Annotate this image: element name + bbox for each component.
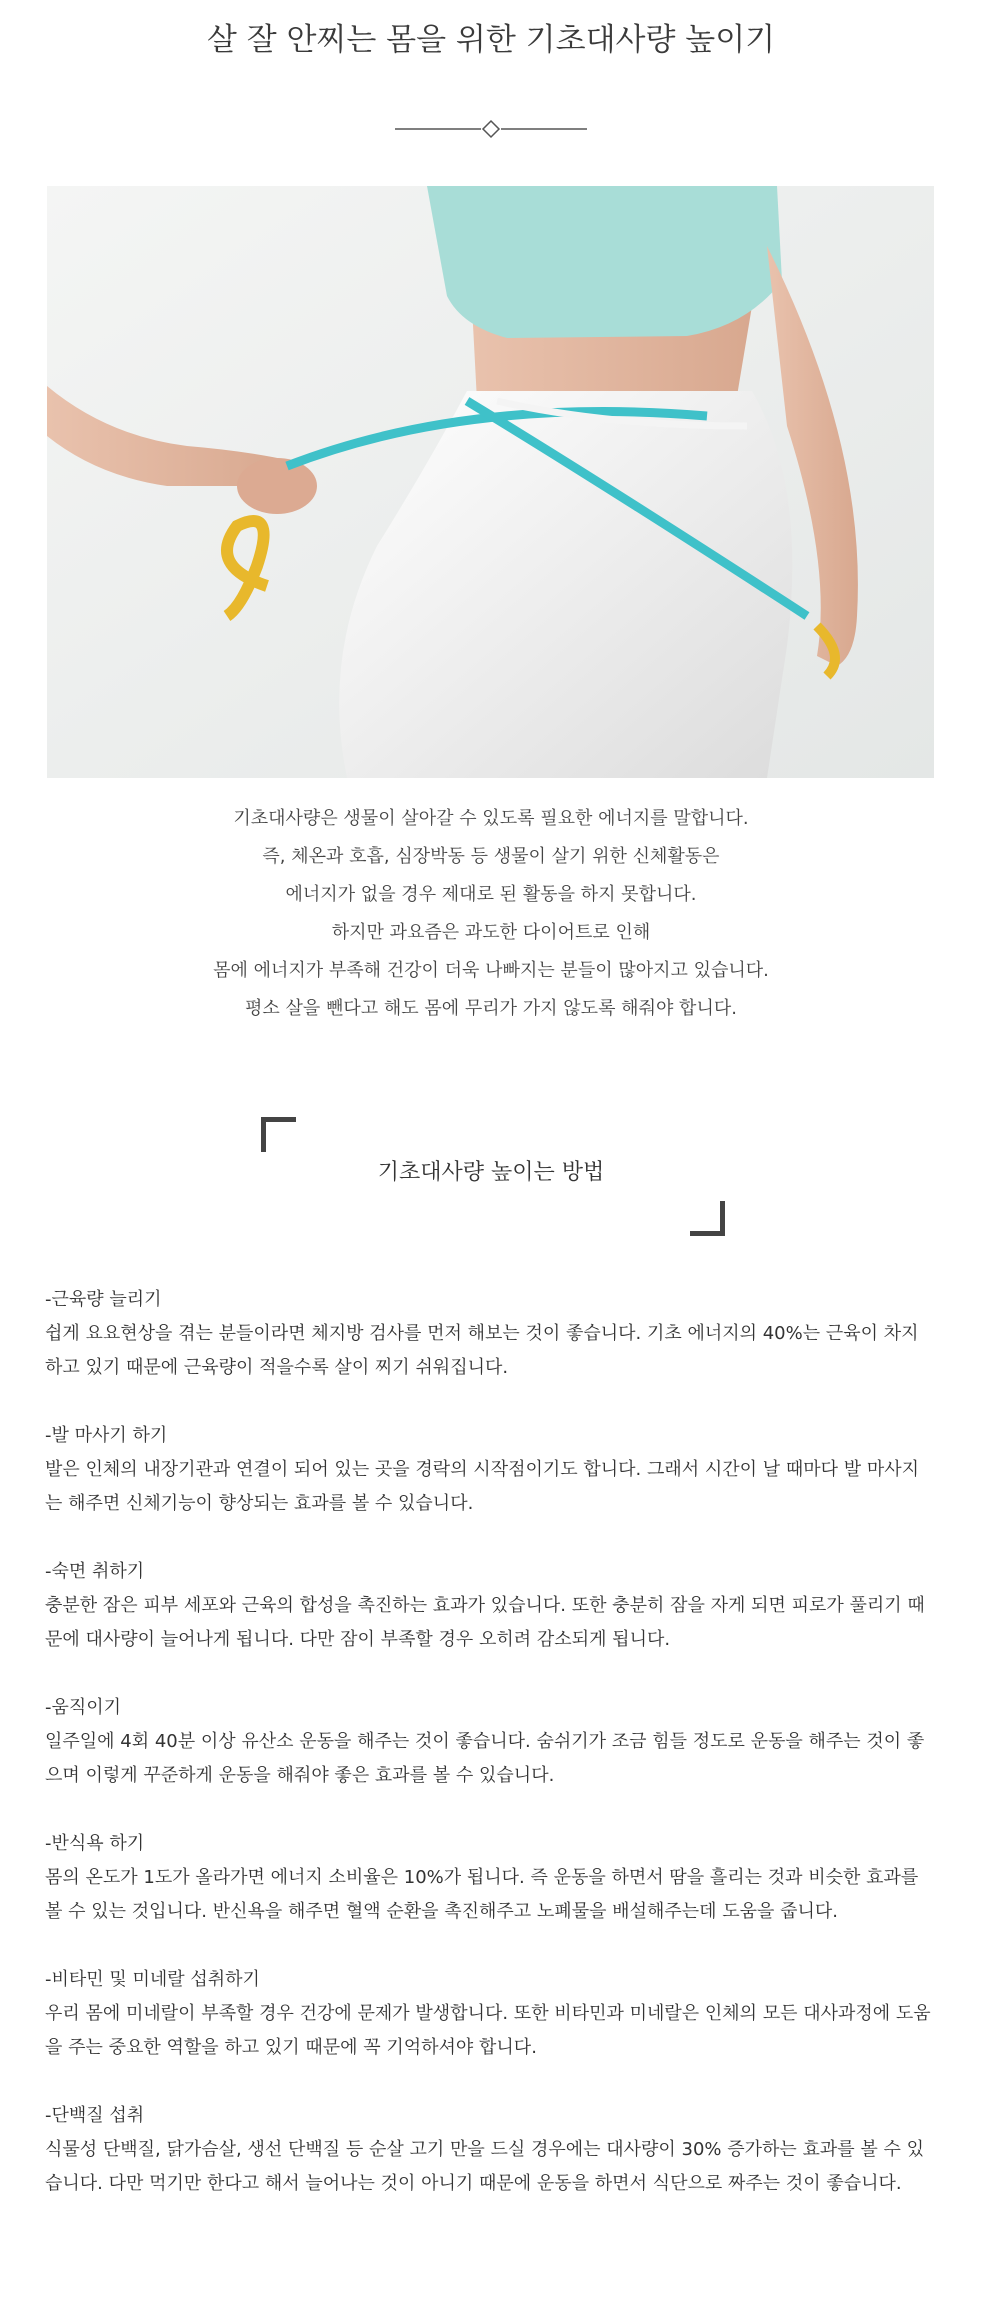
method-heading: -반식욕 하기 [45,1833,145,1854]
section-title: 기초대사량 높이는 방법 [377,1160,605,1185]
hero-image [47,186,934,778]
method-item [45,2099,935,2201]
article-title: 살 잘 안찌는 몸을 위한 기초대사량 높이기 [206,22,776,58]
method-heading: -비타민 및 미네랄 섭취하기 [45,1969,260,1990]
intro-line: 기초대사량은 생물이 살아갈 수 있도록 필요한 에너지를 말합니다. [233,808,749,829]
method-item [45,1827,935,1929]
method-body: 쉽게 요요현상을 겪는 분들이라면 체지방 검사를 먼저 해보는 것이 좋습니다. 기초 에너지의 40%는 근육이 차지하고 있기 때문에 근육량이 적을수록 살이 찌기 쉬워집니다. [45,1323,919,1378]
title-divider [395,118,587,140]
woman-measuring-waist-illustration [47,186,934,778]
intro-line: 몸에 에너지가 부족해 건강이 더욱 나빠지는 분들이 많아지고 있습니다. [213,960,769,981]
method-item [45,1691,935,1793]
method-body: 발은 인체의 내장기관과 연결이 되어 있는 곳을 경락의 시작점이기도 합니다. 그래서 시간이 날 때마다 발 마사지는 해주면 신체기능이 향상되는 효과를 볼 수 있습니다. [45,1459,920,1514]
method-item [45,1419,935,1521]
method-item [45,1283,935,1385]
intro-paragraph [0,800,982,1028]
method-heading: -근육량 늘리기 [45,1289,162,1310]
method-heading: -단백질 섭취 [45,2105,145,2126]
intro-line: 에너지가 없을 경우 제대로 된 활동을 하지 못합니다. [285,884,697,905]
method-item [45,1963,935,2065]
method-body: 식물성 단백질, 닭가슴살, 생선 단백질 등 순살 고기 만을 드실 경우에는 대사량이 30% 증가하는 효과를 볼 수 있습니다. 다만 먹기만 한다고 해서 늘어나는 것이 아니기 때문에 운동을 하면서 식단으로 짜주는 것이 좋습니다. [45,2139,925,2194]
method-heading: -발 마사기 하기 [45,1425,168,1446]
method-body: 충분한 잠은 피부 세포와 근육의 합성을 촉진하는 효과가 있습니다. 또한 충분히 잠을 자게 되면 피로가 풀리기 때문에 대사량이 늘어나게 됩니다. 다만 잠이 부족할 경우 오히려 감소되게 됩니다. [45,1595,925,1650]
bracket-top-left [261,1117,296,1152]
methods-list [45,1283,935,2235]
method-body: 일주일에 4회 40분 이상 유산소 운동을 해주는 것이 좋습니다. 숨쉬기가 조금 힘들 정도로 운동을 해주는 것이 좋으며 이렇게 꾸준하게 운동을 해줘야 좋은 효과를 볼 수 있습니다. [45,1731,925,1786]
intro-line: 하지만 과요즘은 과도한 다이어트로 인해 [331,922,651,943]
intro-line: 즉, 체온과 호흡, 심장박동 등 생물이 살기 위한 신체활동은 [262,846,720,867]
method-heading: -움직이기 [45,1697,122,1718]
method-item [45,1555,935,1657]
method-body: 몸의 온도가 1도가 올라가면 에너지 소비율은 10%가 됩니다. 즉 운동을 하면서 땀을 흘리는 것과 비슷한 효과를 볼 수 있는 것입니다. 반신욕을 해주면 혈액 순환을 촉진해주고 노폐물을 배설해주는데 도움을 줍니다. [45,1867,919,1922]
intro-line: 평소 살을 뺀다고 해도 몸에 무리가 가지 않도록 해줘야 합니다. [245,998,737,1019]
method-heading: -숙면 취하기 [45,1561,145,1582]
bracket-bottom-right [690,1201,725,1236]
method-body: 우리 몸에 미네랄이 부족할 경우 건강에 문제가 발생합니다. 또한 비타민과 미네랄은 인체의 모든 대사과정에 도움을 주는 중요한 역할을 하고 있기 때문에 꼭 기억하셔야 합니다. [45,2003,931,2058]
